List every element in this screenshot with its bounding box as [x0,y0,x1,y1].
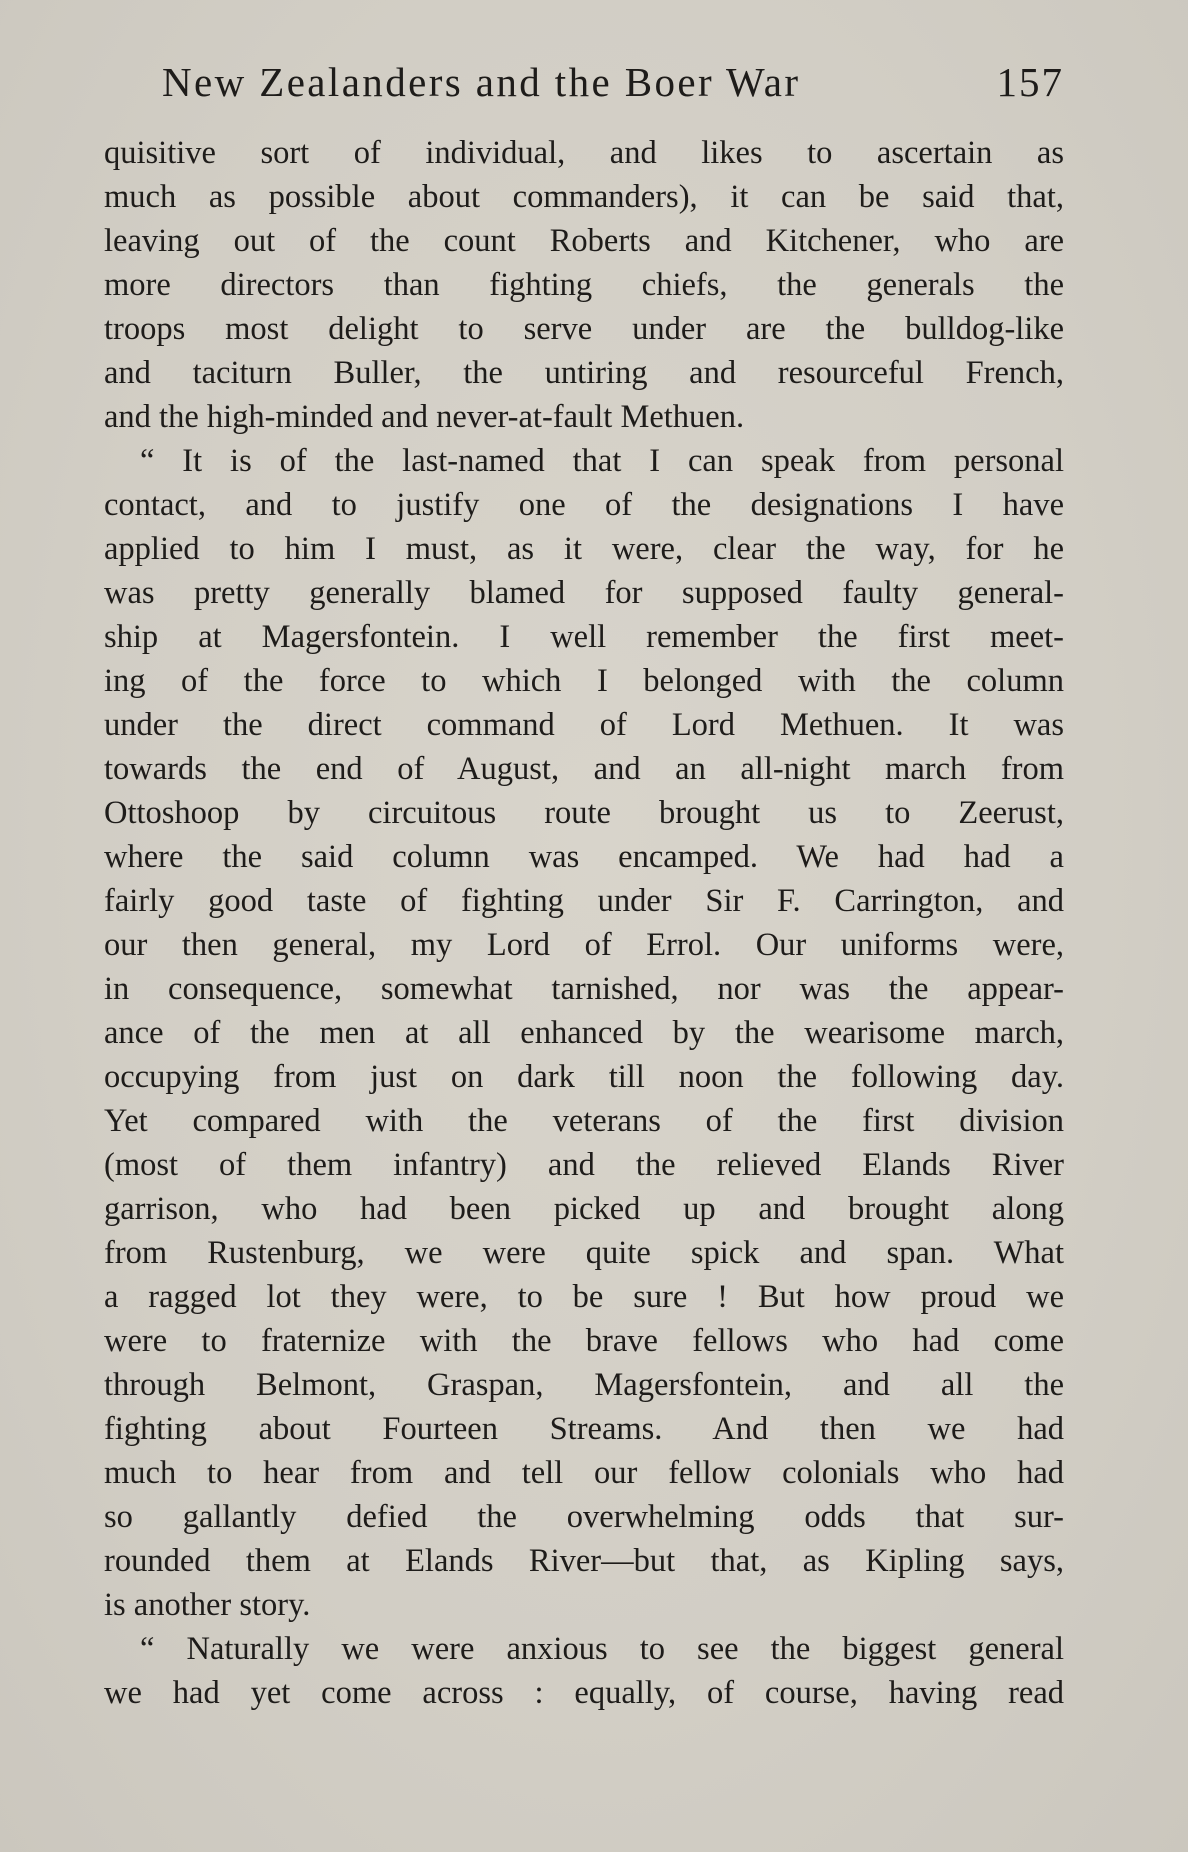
text-line: garrison, who had been picked up and brought along [104,1191,1064,1227]
text-line: fighting about Fourteen Streams. And then we had [104,1411,1064,1447]
text-line: quisitive sort of individual, and likes to ascertain as [104,135,1064,171]
text-line: Ottoshoop by circuitous route brought us to Zeerust, [104,795,1064,831]
text-line: leaving out of the count Roberts and Kitchener, who are [104,223,1064,259]
text-line: under the direct command of Lord Methuen. It was [104,707,1064,743]
text-line: from Rustenburg, we were quite spick and span. What [104,1235,1064,1271]
text-line: ance of the men at all enhanced by the wearisome march, [104,1015,1064,1051]
text-line: contact, and to justify one of the designations I have [104,487,1064,523]
text-line: fairly good taste of fighting under Sir F. Carrington, and [104,883,1064,919]
page-number: 157 [996,59,1064,105]
text-line: applied to him I must, as it were, clear the way, for he [104,531,1064,567]
text-line: through Belmont, Graspan, Magersfontein, and all the [104,1367,1064,1403]
text-line: much to hear from and tell our fellow colonials who had [104,1455,1064,1491]
running-title: New Zealanders and the Boer War [162,59,801,105]
text-line: (most of them infantry) and the relieved Elands River [104,1147,1064,1183]
paragraph-start-line: “ Naturally we were anxious to see the biggest general [140,1631,1064,1667]
text-line: Yet compared with the veterans of the first division [104,1103,1064,1139]
text-line: much as possible about commanders), it can be said that, [104,179,1064,215]
text-line: is another story. [104,1587,311,1623]
text-line: in consequence, somewhat tarnished, nor was the appear- [104,971,1064,1007]
text-line: our then general, my Lord of Errol. Our uniforms were, [104,927,1064,963]
text-line: and taciturn Buller, the untiring and resourceful French, [104,355,1064,391]
text-line: more directors than fighting chiefs, the generals the [104,267,1064,303]
text-line: a ragged lot they were, to be sure ! But how proud we [104,1279,1064,1315]
text-line: troops most delight to serve under are the bulldog-like [104,311,1064,347]
text-line: where the said column was encamped. We had had a [104,839,1064,875]
text-line: and the high-minded and never-at-fault Methuen. [104,399,745,435]
text-line: ing of the force to which I belonged with the column [104,663,1064,699]
text-line: towards the end of August, and an all-night march from [104,751,1064,787]
text-line: rounded them at Elands River—but that, as Kipling says, [104,1543,1064,1579]
text-line: so gallantly defied the overwhelming odds that sur- [104,1499,1064,1535]
paragraph-start-line: “ It is of the last-named that I can speak from personal [140,443,1064,479]
text-line: occupying from just on dark till noon the following day. [104,1059,1064,1095]
running-head [162,54,1064,110]
body-text [104,131,1064,1715]
text-line: ship at Magersfontein. I well remember the first meet- [104,619,1064,655]
text-line: was pretty generally blamed for supposed faulty general- [104,575,1064,611]
text-line: were to fraternize with the brave fellows who had come [104,1323,1064,1359]
text-line: we had yet come across : equally, of course, having read [104,1675,1064,1711]
